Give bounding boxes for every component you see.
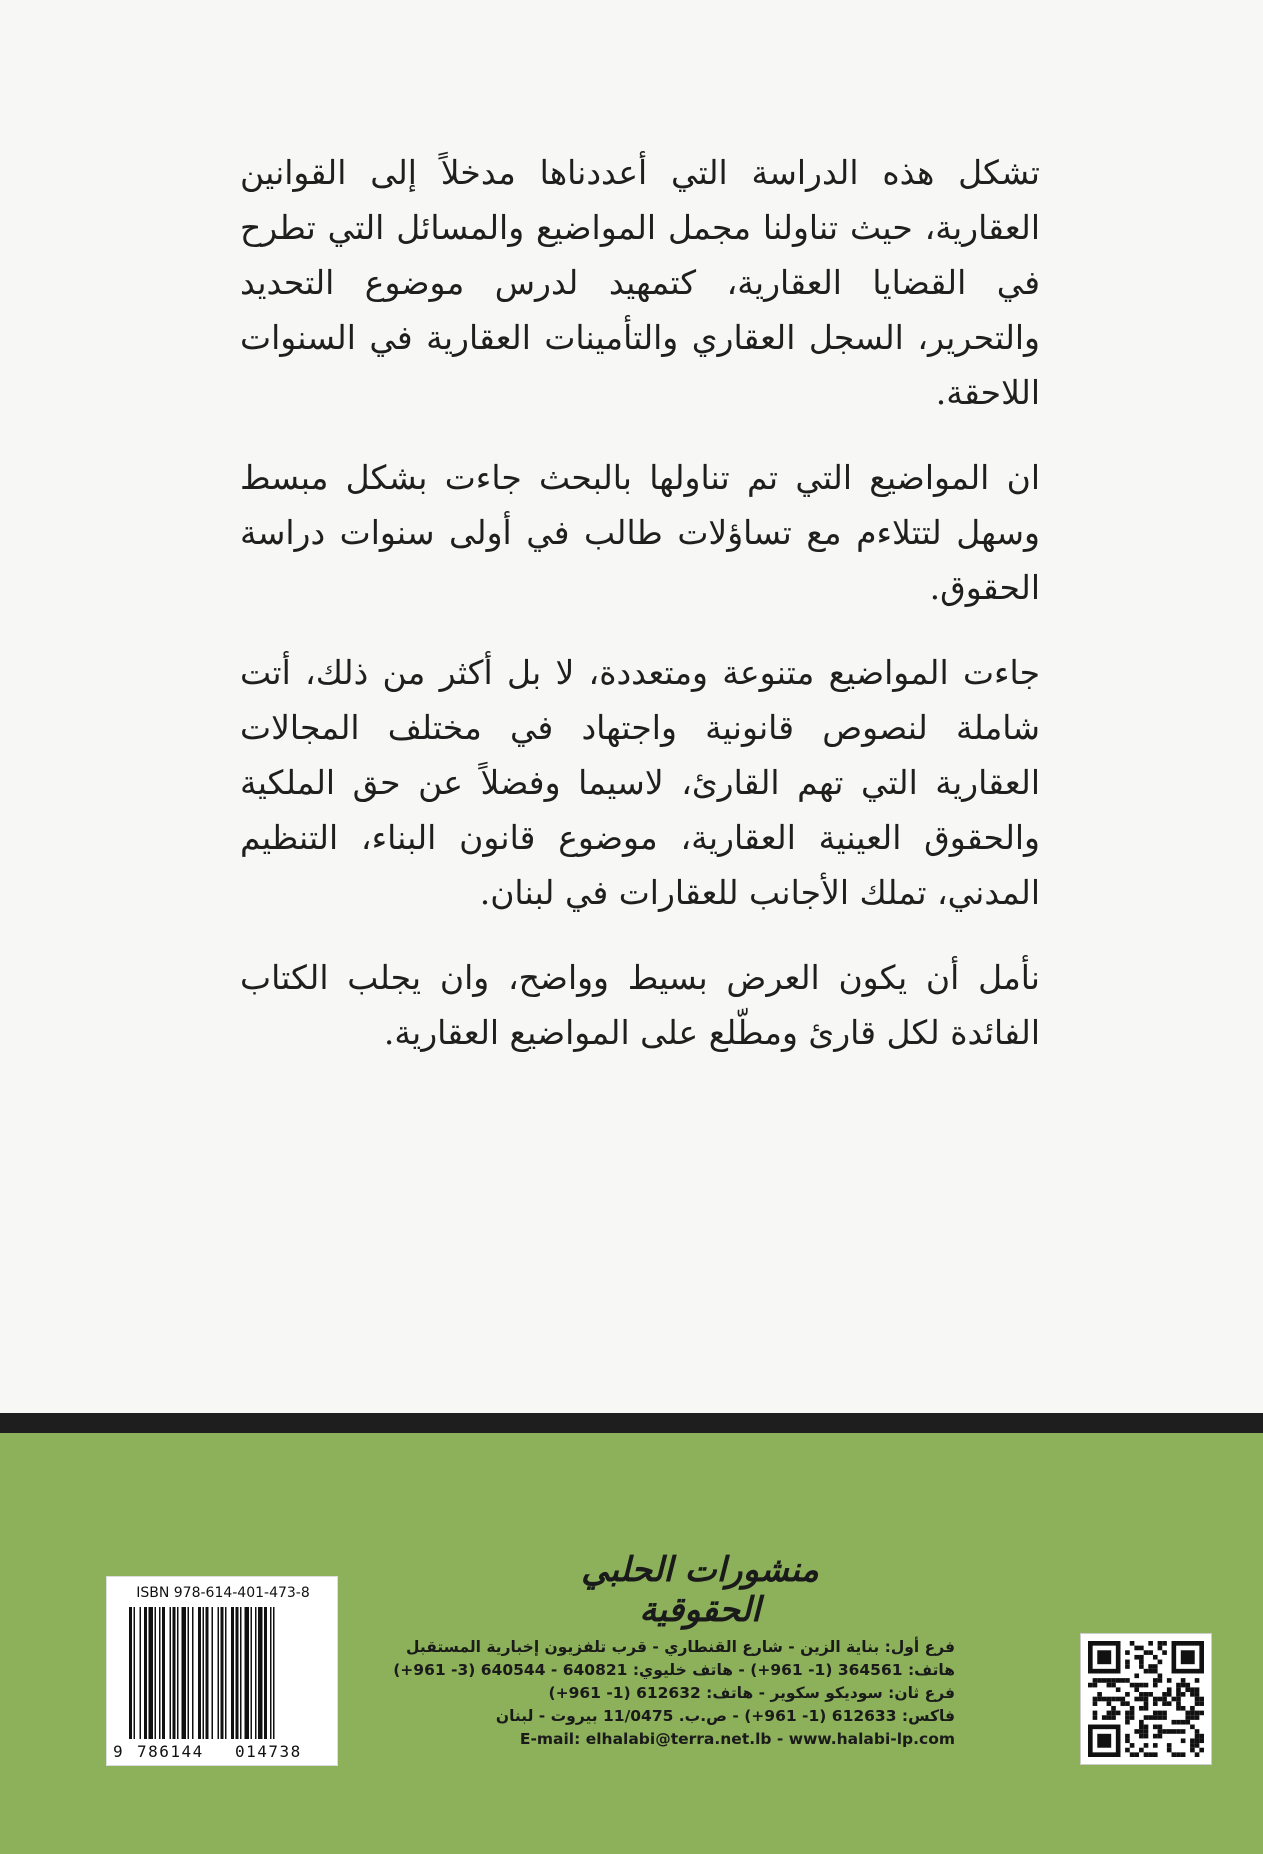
qr-module [1199,1748,1204,1753]
qr-module [1093,1678,1098,1683]
qr-module [1181,1752,1186,1757]
barcode-bar [159,1607,161,1739]
qr-module [1185,1715,1190,1720]
qr-module [1153,1664,1158,1669]
qr-module [1088,1683,1093,1688]
qr-module [1176,1720,1181,1725]
qr-module [1144,1650,1149,1655]
qr-module [1162,1650,1167,1655]
qr-module [1181,1683,1186,1688]
barcode-bar [270,1607,272,1739]
qr-module [1134,1655,1139,1660]
qr-module [1125,1701,1130,1706]
qr-module [1144,1683,1149,1688]
qr-module [1153,1711,1158,1716]
barcode-digits-group-1: 786144 [137,1742,204,1761]
barcode-bar [206,1607,209,1739]
barcode-bar [221,1607,224,1739]
qr-module [1162,1641,1167,1646]
qr-module [1181,1650,1195,1664]
qr-module [1139,1706,1144,1711]
qr-module [1116,1711,1121,1716]
qr-module [1167,1729,1172,1734]
qr-module [1144,1706,1149,1711]
qr-module [1130,1706,1135,1711]
qr-module [1153,1655,1158,1660]
blurb-paragraph-4: نأمل أن يكون العرض بسيط وواضح، وان يجلب الكتاب الفائدة لكل قارئ ومطّلع على المواضيع العقارية. [240,958,1040,1052]
qr-module [1125,1692,1130,1697]
qr-module [1195,1687,1200,1692]
qr-module [1162,1711,1167,1716]
qr-module [1134,1646,1139,1651]
qr-module [1167,1701,1172,1706]
blurb-text [240,145,1040,1090]
qr-module [1093,1711,1098,1716]
qr-module [1185,1711,1190,1716]
qr-module [1111,1706,1116,1711]
isbn-barcode [106,1576,338,1766]
qr-module [1153,1678,1158,1683]
qr-module [1158,1678,1163,1683]
qr-module [1195,1692,1200,1697]
qr-module [1093,1701,1098,1706]
qr-module [1190,1687,1195,1692]
dark-divider-band [0,1413,1263,1433]
qr-module [1172,1729,1177,1734]
barcode-digits-group-2: 014738 [235,1742,302,1761]
qr-module [1130,1743,1135,1748]
qr-module [1097,1692,1102,1697]
barcode-bar [192,1607,194,1739]
qr-module [1139,1748,1144,1753]
qr-module [1125,1664,1130,1669]
isbn-label: ISBN 978-614-401-473-8 [136,1585,310,1601]
qr-module [1093,1683,1098,1688]
qr-module [1153,1701,1158,1706]
qr-module [1107,1678,1112,1683]
barcode-bar [162,1607,165,1739]
qr-module [1139,1646,1144,1651]
qr-module [1139,1692,1144,1697]
barcode-bar [203,1607,205,1739]
qr-module [1111,1711,1116,1716]
barcode-bar [188,1607,190,1739]
qr-module [1153,1734,1158,1739]
qr-module [1162,1715,1167,1720]
qr-module [1172,1752,1177,1757]
contact-line-phone: هاتف: 364561 (1- 961+) - هاتف خليوي: 640821 - 640544 (3- 961+) [393,1661,955,1679]
blurb-paragraph-1: تشكل هذه الدراسة التي أعددناها مدخلاً إلى القوانين العقارية، حيث تناولنا مجمل المواضيع والمسائل التي تطرح في القضايا العقارية، كتمهيد لدرس موضوع التحديد والتحرير، السجل العقاري والتأمينات العقارية في السنوات اللاحقة. [240,153,1040,412]
qr-module [1120,1697,1125,1702]
qr-module [1139,1729,1144,1734]
qr-module [1158,1725,1163,1730]
qr-module [1190,1738,1195,1743]
qr-module [1195,1734,1200,1739]
qr-module [1162,1697,1167,1702]
qr-module [1139,1664,1144,1669]
barcode-bar [198,1607,201,1739]
qr-module [1093,1697,1098,1702]
qr-module [1195,1752,1200,1757]
qr-module [1199,1734,1204,1739]
qr-module [1130,1641,1135,1646]
qr-module [1125,1678,1130,1683]
qr-module [1162,1692,1167,1697]
qr-module [1172,1720,1177,1725]
qr-module [1125,1720,1130,1725]
qr-module [1158,1646,1163,1651]
barcode-bar [170,1607,172,1739]
qr-module [1107,1683,1112,1688]
qr-module [1139,1720,1144,1725]
qr-module [1107,1701,1112,1706]
qr-module [1195,1701,1200,1706]
qr-module [1167,1748,1172,1753]
blurb-paragraph-3: جاءت المواضيع متنوعة ومتعددة، لا بل أكثر من ذلك، أتت شاملة لنصوص قانونية واجتهاد في مختلف المجالات العقارية التي تهم القارئ، لاسيما وفضلاً عن حق الملكية والحقوق العينية العقارية، موضوع قانون البناء، التنظيم المدني، تملك الأجانب للعقارات في لبنان. [240,653,1040,912]
publisher-contact-block [393,1636,955,1751]
qr-module [1190,1715,1195,1720]
qr-module [1190,1692,1195,1697]
qr-module [1190,1743,1195,1748]
qr-module [1158,1715,1163,1720]
qr-module [1134,1683,1139,1688]
qr-module [1144,1729,1149,1734]
qr-module [1153,1743,1158,1748]
qr-module [1130,1752,1135,1757]
barcode-bar [251,1607,253,1739]
barcode-bar [240,1607,242,1739]
qr-module [1181,1729,1186,1734]
qr-module [1153,1669,1158,1674]
qr-module [1144,1725,1149,1730]
barcode-bar [255,1607,257,1739]
qr-module [1144,1701,1149,1706]
contact-line-branch-2: فرع ثان: سوديكو سكوير - هاتف: 612632 (1- 961+) [548,1684,955,1702]
qr-module [1199,1711,1204,1716]
qr-module [1181,1706,1186,1711]
qr-module [1130,1715,1135,1720]
blurb-paragraph-2: ان المواضيع التي تم تناولها بالبحث جاءت بشكل مبسط وسهل لتتلاءم مع تساؤلات طالب في أولى سنوات دراسة الحقوق. [240,458,1040,607]
qr-code-pattern [1088,1641,1204,1757]
qr-module [1125,1748,1130,1753]
qr-module [1093,1715,1098,1720]
barcode-bar [264,1607,267,1739]
qr-module [1176,1701,1181,1706]
qr-module [1181,1692,1186,1697]
barcode-bar [236,1607,239,1739]
qr-module [1134,1752,1139,1757]
qr-module [1167,1687,1172,1692]
qr-module [1158,1673,1163,1678]
barcode-bar [134,1607,136,1739]
qr-module [1107,1697,1112,1702]
qr-module [1134,1729,1139,1734]
qr-module [1190,1711,1195,1716]
qr-module [1120,1678,1125,1683]
qr-module [1111,1697,1116,1702]
qr-module [1111,1683,1116,1688]
barcode-bars [129,1607,319,1739]
qr-module [1195,1678,1200,1683]
qr-module [1148,1664,1153,1669]
barcode-bar [173,1607,176,1739]
publisher-logo: منشورات الحلبي الحقوقية [581,1550,819,1630]
contact-line-fax: فاكس: 612633 (1- 961+) - ص.ب. 11/0475 بيروت - لبنان [495,1707,955,1725]
barcode-bar [273,1607,275,1739]
qr-module [1199,1697,1204,1702]
qr-module [1125,1650,1130,1655]
barcode-bar [140,1607,142,1739]
contact-line-branch-1: فرع أول: بناية الزين - شارع القنطاري - قرب تلفزيون إخبارية المستقبل [406,1638,955,1656]
qr-module [1102,1678,1107,1683]
barcode-bar [182,1607,187,1739]
qr-module [1148,1752,1153,1757]
qr-module [1148,1650,1153,1655]
qr-module [1148,1641,1153,1646]
qr-module [1153,1725,1158,1730]
qr-module [1176,1692,1181,1697]
qr-module [1195,1697,1200,1702]
qr-module [1125,1711,1130,1716]
qr-module [1153,1683,1158,1688]
qr-module [1195,1715,1200,1720]
qr-module [1167,1743,1172,1748]
qr-module [1158,1729,1163,1734]
qr-module [1153,1715,1158,1720]
qr-module [1097,1734,1111,1748]
barcode-bar [212,1607,214,1739]
qr-module [1167,1692,1172,1697]
qr-module [1139,1697,1144,1702]
barcode-bar [245,1607,250,1739]
qr-module [1144,1692,1149,1697]
qr-module [1185,1683,1190,1688]
qr-module [1097,1678,1102,1683]
qr-module [1199,1701,1204,1706]
qr-module [1139,1734,1144,1739]
barcode-bar [225,1607,227,1739]
qr-module [1153,1697,1158,1702]
barcode-bar [231,1607,234,1739]
qr-module [1176,1697,1181,1702]
qr-module [1134,1673,1139,1678]
qr-module [1162,1701,1167,1706]
qr-module [1102,1715,1107,1720]
qr-module [1111,1715,1116,1720]
qr-module [1195,1711,1200,1716]
qr-module [1125,1660,1130,1665]
qr-module [1107,1711,1112,1716]
qr-module [1148,1669,1153,1674]
qr-module [1144,1743,1149,1748]
contact-line-email: E-mail: elhalabi@terra.net.lb - www.halabi-lp.com [519,1730,955,1748]
barcode-bar [218,1607,220,1739]
qr-module [1139,1655,1144,1660]
qr-module [1116,1678,1121,1683]
qr-module [1134,1687,1139,1692]
qr-module [1162,1729,1167,1734]
qr-module [1181,1678,1186,1683]
qr-module [1195,1743,1200,1748]
qr-module [1107,1715,1112,1720]
qr-module [1158,1711,1163,1716]
barcode-bar [155,1607,157,1739]
qr-module [1125,1738,1130,1743]
qr-module [1153,1752,1158,1757]
qr-module [1120,1701,1125,1706]
qr-module [1195,1738,1200,1743]
qr-module [1158,1660,1163,1665]
qr-module [1116,1697,1121,1702]
qr-module [1158,1734,1163,1739]
barcode-bar [258,1607,263,1739]
qr-module [1097,1697,1102,1702]
qr-module [1185,1720,1190,1725]
qr-module [1190,1748,1195,1753]
qr-module [1185,1687,1190,1692]
qr-module [1139,1683,1144,1688]
qr-module [1144,1697,1149,1702]
qr-module [1144,1715,1149,1720]
qr-module [1144,1734,1149,1739]
qr-module [1102,1697,1107,1702]
qr-module [1158,1641,1163,1646]
qr-module [1195,1729,1200,1734]
qr-module [1144,1669,1149,1674]
qr-module [1130,1711,1135,1716]
qr-module [1176,1683,1181,1688]
qr-module [1116,1687,1121,1692]
qr-module [1172,1697,1177,1702]
qr-module [1125,1715,1130,1720]
qr-module [1134,1697,1139,1702]
qr-module [1139,1725,1144,1730]
qr-module [1181,1738,1186,1743]
qr-module [1158,1697,1163,1702]
barcode-bar [177,1607,179,1739]
barcode-bar [149,1607,154,1739]
qr-module [1176,1752,1181,1757]
barcode-bar [129,1607,132,1739]
qr-module [1130,1683,1135,1688]
qr-module [1148,1692,1153,1697]
qr-module [1144,1752,1149,1757]
qr-module [1199,1738,1204,1743]
qr-module [1139,1660,1144,1665]
qr-module [1111,1678,1116,1683]
qr-module [1190,1706,1195,1711]
qr-module [1097,1650,1111,1664]
qr-module [1167,1678,1172,1683]
qr-module [1176,1687,1181,1692]
qr-module [1181,1720,1186,1725]
qr-module [1148,1715,1153,1720]
qr-module [1176,1706,1181,1711]
barcode-digit-first: 9 [113,1742,123,1761]
qr-module [1190,1725,1195,1730]
qr-module [1125,1734,1130,1739]
barcode-bar [144,1607,147,1739]
qr-module [1176,1729,1181,1734]
qr-code-icon [1080,1633,1212,1765]
